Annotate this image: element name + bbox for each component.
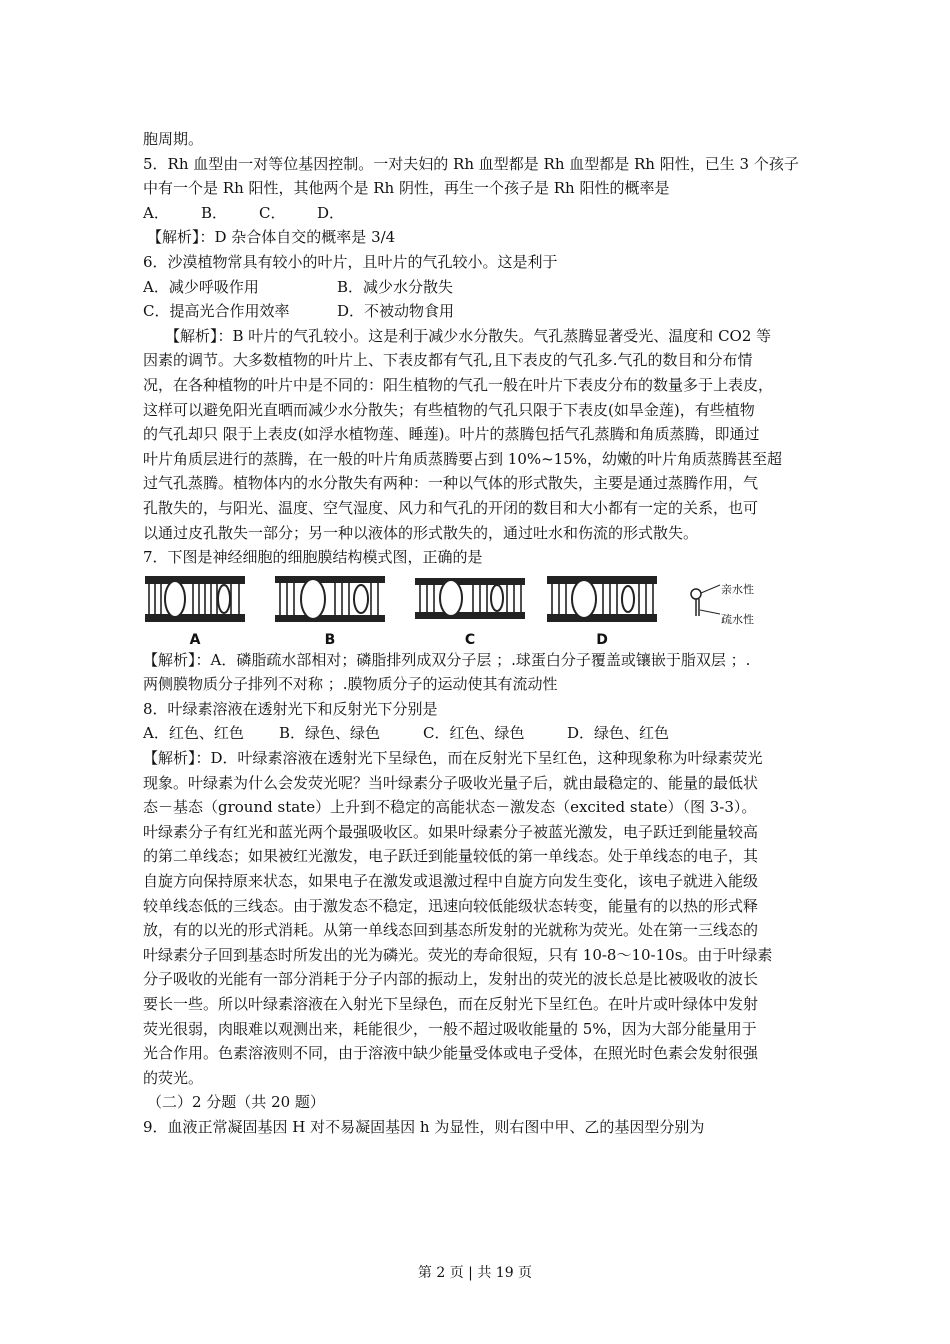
- option-a: A．红色、红色: [143, 724, 244, 743]
- question-6-analysis-line: 【解析】：B 叶片的气孔较小。这是利于减少水分散失。气孔蒸腾显著受光、温度和 CO2 等: [165, 326, 772, 345]
- option-b: B．减少水分散失: [337, 277, 454, 296]
- question-8-analysis-line: 态－基态（ground state）上升到不稳定的高能状态－激发态（excited state）（图 3-3）。: [143, 798, 757, 817]
- question-6-analysis-line: 孔散失的，与阳光、温度、空气湿度、风力和气孔的开闭的数目和大小都有一定的关系，也可: [143, 498, 759, 517]
- membrane-figure: [143, 570, 833, 648]
- question-8-analysis-line: 【解析】：D．叶绿素溶液在透射光下呈绿色，而在反射光下呈红色，这种现象称为叶绿素荧光: [143, 749, 763, 768]
- question-6-analysis-line: 况，在各种植物的叶片中是不同的：阳生植物的气孔一般在叶片下表皮分布的数量多于上表皮，: [143, 375, 774, 394]
- page-footer: 第 2 页 | 共 19 页: [417, 1265, 533, 1281]
- figure-legend: [688, 576, 778, 626]
- figure-d: [547, 572, 657, 648]
- question-5-analysis: 【解析】：D 杂合体自交的概率是 3/4: [147, 228, 396, 247]
- legend-hydrophilic: 亲水性: [721, 582, 754, 596]
- question-7-stem: 7．下图是神经细胞的细胞膜结构模式图，正确的是: [143, 548, 483, 567]
- question-8-stem: 8．叶绿素溶液在透射光下和反射光下分别是: [143, 699, 438, 718]
- question-8-options: [143, 721, 833, 746]
- question-8-analysis-line: 叶绿素分子有红光和蓝光两个最强吸收区。如果叶绿素分子被蓝光激发，电子跃迁到能量较高: [143, 822, 759, 841]
- option-a: A．减少呼吸作用: [143, 277, 259, 296]
- question-6-options-row2: [143, 299, 833, 324]
- text-line: 胞周期。: [143, 130, 204, 148]
- membrane-diagram-d: [547, 572, 657, 626]
- question-6-analysis-line: 以通过皮孔散失一部分；另一种以液体的形式散失的，通过吐水和伤流的形式散失。: [143, 523, 699, 542]
- question-6-analysis-line: 叶片角质层进行的蒸腾，在一般的叶片角质蒸腾要占到 10%~15%，幼嫩的叶片角质蒸腾甚至超: [143, 449, 783, 468]
- question-8-analysis-line: 较单线态低的三线态。由于激发态不稳定，迅速向较低能级状态转变，能量有的以热的形式释: [143, 896, 759, 915]
- question-8-analysis-line: 光合作用。色素溶液则不同，由于溶液中缺少能量受体或电子受体，在照光时色素会发射很强: [143, 1044, 759, 1063]
- question-6-analysis-line: 过气孔蒸腾。植物体内的水分散失有两种：一种以气体的形式散失，主要是通过蒸腾作用，气: [143, 474, 759, 493]
- question-8-analysis-line: 叶绿素分子回到基态时所发出的光为磷光。荧光的寿命很短，只有 10-8～10-10s。由于叶绿素: [143, 945, 773, 964]
- option-c: C．: [259, 203, 286, 222]
- question-8-analysis-line: 放，有的以光的形式消耗。从第一单线态回到基态所发射的光就称为荧光。处在第一三线态的: [143, 921, 759, 940]
- question-6-analysis-line: 这样可以避免阳光直晒而减少水分散失；有些植物的气孔只限于下表皮(如旱金莲)，有些植物: [143, 400, 755, 419]
- question-8-analysis-line: 现象。叶绿素为什么会发荧光呢？当叶绿素分子吸收光量子后，就由最稳定的、能量的最低状: [143, 773, 759, 792]
- question-8-analysis-line: 的第二单线态；如果被红光激发，电子跃迁到能量较低的第一单线态。处于单线态的电子，其: [143, 847, 759, 866]
- question-5-stem: 5．Rh 血型由一对等位基因控制。一对夫妇的 Rh 血型都是 Rh 血型都是 Rh 阳性，已生 3 个孩子: [143, 154, 799, 173]
- question-7-analysis-line: 两侧膜物质分子排列不对称 ；.膜物质分子的运动使其有流动性: [143, 675, 558, 694]
- membrane-diagram-b: [275, 572, 385, 626]
- question-6-stem: 6．沙漠植物常具有较小的叶片，且叶片的气孔较小。这是利于: [143, 252, 558, 271]
- figure-c: [415, 572, 525, 648]
- question-6-options-row1: [143, 275, 833, 300]
- phospholipid-icon: [688, 576, 724, 626]
- figure-label: B: [324, 631, 336, 648]
- question-8-analysis-line: 自旋方向保持原来状态，如果电子在激发或退激过程中自旋方向发生变化，该电子就进入能级: [143, 872, 759, 891]
- figure-a: [145, 572, 245, 648]
- text-line: 中有一个是 Rh 阳性，其他两个是 Rh 阴性，再生一个孩子是 Rh 阳性的概率是: [143, 179, 670, 198]
- question-8-analysis-line: 分子吸收的光能有一部分消耗于分子内部的振动上，发射出的荧光的波长总是比被吸收的波长: [143, 970, 759, 989]
- option-b: B．绿色、绿色: [279, 724, 381, 743]
- option-d: D．不被动物食用: [337, 302, 455, 321]
- option-c: C．提高光合作用效率: [143, 302, 290, 321]
- question-5-options: [143, 201, 833, 226]
- question-8-analysis-line: 荧光很弱，肉眼难以观测出来，耗能很少，一般不超过吸收能量的 5%，因为大部分能量用于: [143, 1019, 757, 1038]
- option-b: B．: [201, 203, 228, 222]
- question-7-analysis-line: 【解析】：A．磷脂疏水部相对；磷脂排列成双分子层 ；.球蛋白分子覆盖或镶嵌于脂双层 ；.: [143, 650, 751, 669]
- question-8-analysis-line: 要长一些。所以叶绿素溶液在入射光下呈绿色，而在反射光下呈红色。在叶片或叶绿体中发射: [143, 995, 759, 1013]
- question-8-analysis-line: 的荧光。: [143, 1068, 204, 1087]
- option-d: D．绿色、红色: [567, 724, 670, 743]
- figure-b: [275, 572, 385, 648]
- figure-label: A: [189, 631, 201, 648]
- option-c: C．红色、绿色: [423, 724, 525, 743]
- figure-label: C: [464, 631, 476, 648]
- section-heading: （二）2 分题（共 20 题）: [147, 1093, 325, 1112]
- question-6-analysis-line: 因素的调节。大多数植物的叶片上、下表皮都有气孔,且下表皮的气孔多.气孔的数目和分布情: [143, 351, 753, 370]
- option-a: A．: [143, 203, 169, 222]
- question-6-analysis-line: 的气孔却只 限于上表皮(如浮水植物莲、睡莲)。叶片的蒸腾包括气孔蒸腾和角质蒸腾，即通过: [143, 425, 760, 444]
- question-9-stem: 9．血液正常凝固基因 H 对不易凝固基因 h 为显性，则右图中甲、乙的基因型分别为: [143, 1117, 705, 1136]
- membrane-diagram-a: [145, 572, 245, 626]
- figure-label: D: [596, 631, 608, 648]
- body-text: [143, 127, 833, 1140]
- legend-hydrophobic: 疏水性: [721, 612, 754, 626]
- membrane-diagram-c: [415, 572, 525, 626]
- option-d: D．: [317, 203, 345, 222]
